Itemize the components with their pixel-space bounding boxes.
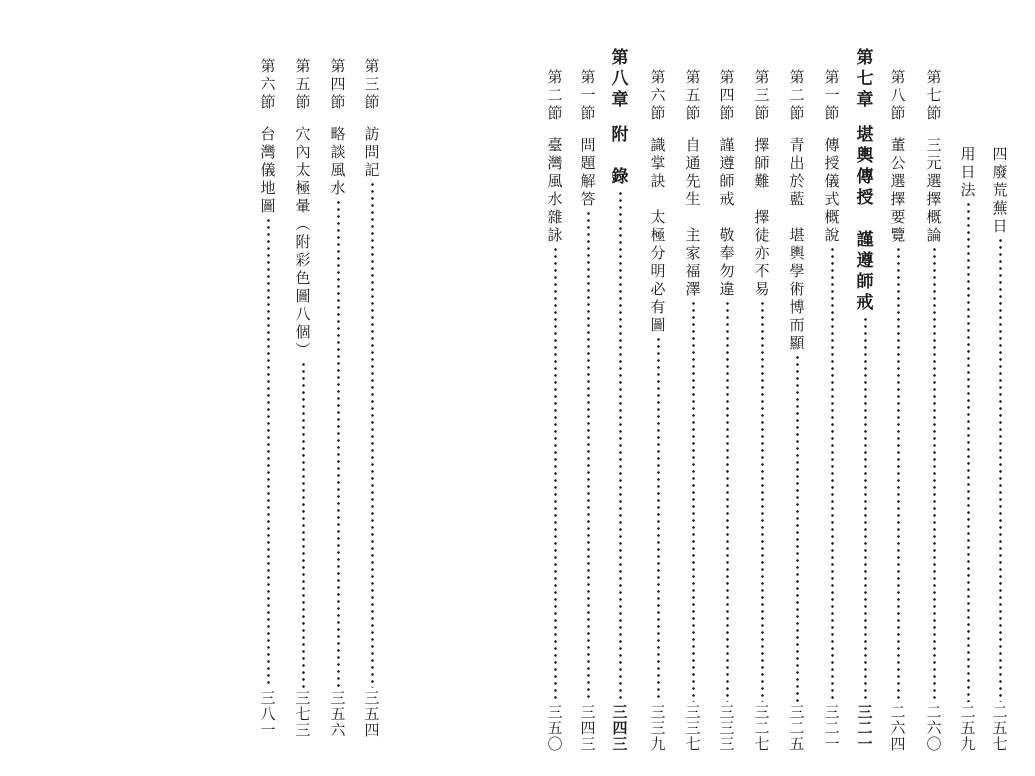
dot-leader — [897, 246, 900, 702]
dot-leader — [657, 336, 660, 702]
entry-title: 三 元 選 擇 概 論 — [926, 136, 942, 244]
entry-label: 第 一 節 — [824, 68, 840, 122]
page-number: 三 三 七 — [685, 703, 701, 753]
toc-entry-section[interactable] — [543, 68, 567, 752]
dot-leader — [967, 201, 970, 702]
entry-title: 訪 問 記 — [364, 125, 380, 179]
entry-title: 臺 灣 風 水 雜 詠 — [547, 136, 563, 244]
page-number: 三 八 一 — [260, 689, 276, 739]
entry-title: 自 通 先 生 主 家 福 澤 — [685, 136, 701, 298]
entry-title: 擇 師 難 擇 徒 亦 不 易 — [754, 136, 770, 298]
entry-title: 傳 授 儀 式 概 說 — [824, 136, 840, 244]
entry-title: 略 談 風 水 — [330, 125, 346, 197]
entry-label: 第 二 節 — [547, 68, 563, 122]
entry-title: 穴 內 太 極 暈 ︵ 附 彩 色 圖 八 個 ︶ — [295, 125, 311, 359]
dot-leader — [554, 246, 557, 702]
entry-title: 堪 輿 傳 授 謹 遵 師 戒 — [856, 125, 874, 313]
toc-entry-section[interactable] — [820, 68, 844, 752]
page-number: 三 五 〇 — [547, 703, 563, 753]
dot-leader — [726, 300, 729, 702]
page-number: 三 四 三 — [612, 703, 628, 753]
toc-entry-item[interactable] — [956, 145, 980, 752]
toc-entry-section[interactable] — [715, 68, 739, 752]
entry-label: 第 四 節 — [330, 57, 346, 111]
page-number: 三 五 六 — [330, 689, 346, 739]
toc-entry-section[interactable] — [576, 68, 600, 752]
dot-leader — [999, 237, 1002, 702]
toc-entry-section[interactable] — [886, 68, 910, 752]
dot-leader — [761, 300, 764, 702]
page-number: 三 三 三 — [719, 703, 735, 753]
toc-entry-section[interactable] — [922, 68, 946, 752]
page-number: 二 六 四 — [890, 703, 906, 753]
toc-entry-section[interactable] — [646, 68, 670, 752]
dot-leader — [933, 246, 936, 702]
toc-entry-section[interactable] — [326, 57, 350, 738]
entry-label: 第 四 節 — [719, 68, 735, 122]
toc-entry-section[interactable] — [291, 57, 315, 738]
dot-leader — [796, 354, 799, 702]
entry-label: 第 六 節 — [650, 68, 666, 122]
entry-label: 第 六 節 — [260, 57, 276, 111]
page-number: 二 五 七 — [992, 703, 1008, 753]
page-number: 三 二 五 — [789, 703, 805, 753]
toc-entry-chapter[interactable] — [608, 48, 632, 752]
dot-leader — [267, 217, 270, 688]
entry-title: 四 廢 荒 蕪 日 — [992, 145, 1008, 235]
page-number: 二 六 〇 — [926, 703, 942, 753]
entry-label: 第 三 節 — [754, 68, 770, 122]
entry-title: 青 出 於 藍 堪 輿 學 術 博 而 顯 — [789, 136, 805, 352]
dot-leader — [831, 246, 834, 702]
entry-title: 董 公 選 擇 要 覽 — [890, 136, 906, 244]
page-number: 三 七 三 — [295, 689, 311, 739]
entry-label: 第 七 節 — [926, 68, 942, 122]
entry-label: 第 八 節 — [890, 68, 906, 122]
dot-leader — [371, 181, 374, 688]
entry-label: 第 五 節 — [685, 68, 701, 122]
dot-leader — [619, 190, 622, 702]
entry-title: 台 灣 儀 地 圖 — [260, 125, 276, 215]
page-number: 二 五 九 — [960, 703, 976, 753]
dot-leader — [692, 300, 695, 702]
entry-label: 第 二 節 — [789, 68, 805, 122]
page-number: 三 二 一 — [857, 703, 873, 753]
toc-entry-item[interactable] — [988, 145, 1012, 752]
entry-title: 附 錄 — [611, 125, 629, 187]
entry-title: 問 題 解 答 — [580, 136, 596, 208]
page-number: 三 二 七 — [754, 703, 770, 753]
entry-label: 第 三 節 — [364, 57, 380, 111]
dot-leader — [587, 210, 590, 702]
entry-title: 識 掌 訣 太 極 分 明 必 有 圖 — [650, 136, 666, 334]
page-number: 三 五 四 — [364, 689, 380, 739]
entry-label: 第 五 節 — [295, 57, 311, 111]
page-number: 三 四 三 — [580, 703, 596, 753]
toc-entry-section[interactable] — [256, 57, 280, 738]
dot-leader — [864, 316, 867, 702]
entry-label: 第 七 章 — [856, 48, 874, 110]
entry-title: 謹 遵 師 戒 敬 奉 勿 違 — [719, 136, 735, 298]
entry-label: 第 八 章 — [611, 48, 629, 110]
entry-label: 第 一 節 — [580, 68, 596, 122]
dot-leader — [302, 361, 305, 688]
dot-leader — [337, 199, 340, 688]
page-number: 三 三 九 — [650, 703, 666, 753]
page-number: 三 二 一 — [824, 703, 840, 753]
toc-entry-section[interactable] — [681, 68, 705, 752]
toc-entry-section[interactable] — [785, 68, 809, 752]
entry-title: 用 日 法 — [960, 145, 976, 199]
toc-entry-chapter[interactable] — [853, 48, 877, 752]
toc-entry-section[interactable] — [360, 57, 384, 738]
toc-entry-section[interactable] — [750, 68, 774, 752]
